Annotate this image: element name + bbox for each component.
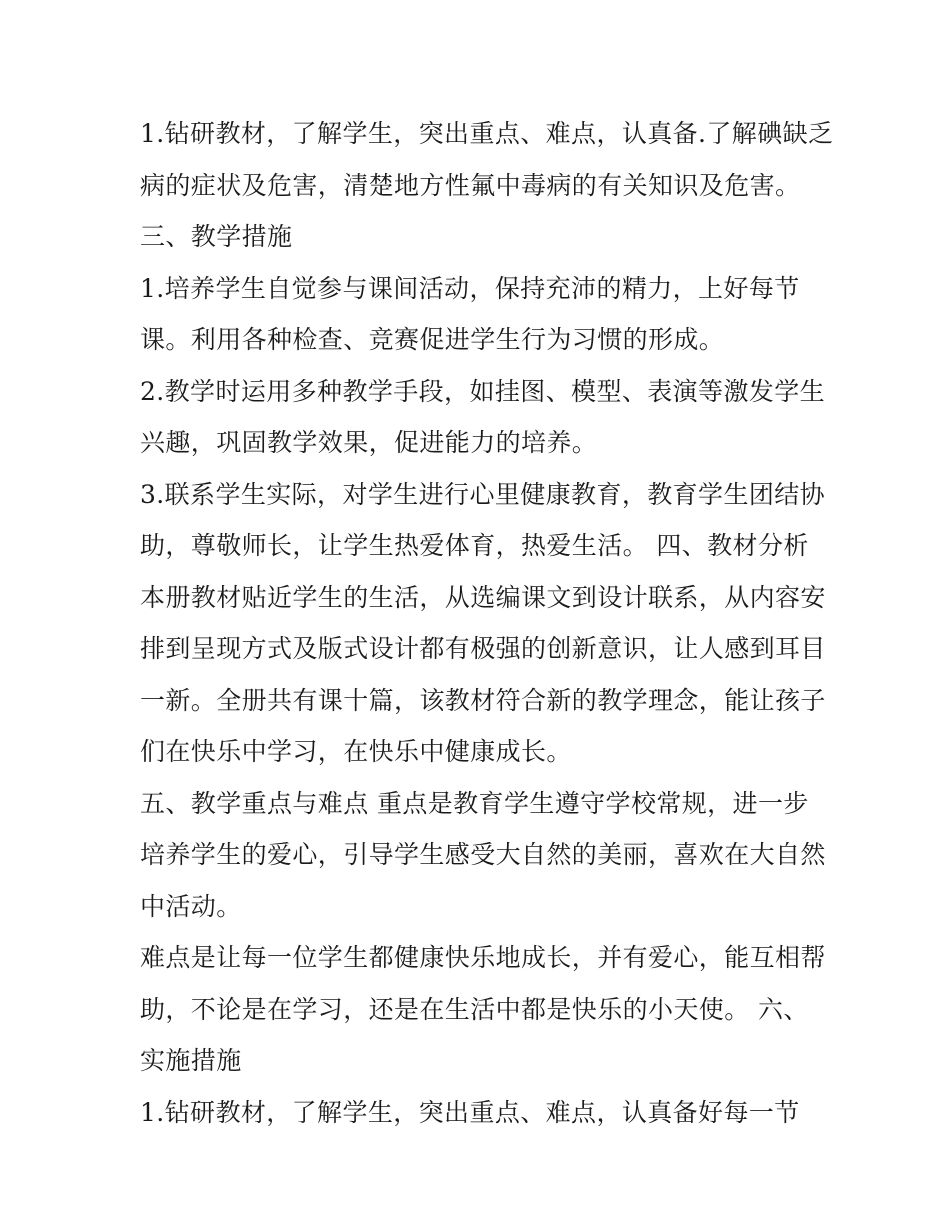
text-line: 1.钻研教材，了解学生，突出重点、难点，认真备.了解碘缺乏 — [140, 119, 834, 148]
text-line: 兴趣，巩固教学效果，促进能力的培养。 — [140, 428, 598, 457]
section-heading: 实施措施 — [140, 1046, 242, 1075]
text-line: 课。利用各种检查、竞赛促进学生行为习惯的形成。 — [140, 325, 725, 354]
text-line: 1.钻研教材，了解学生，突出重点、难点，认真备好每一节 — [140, 1097, 800, 1127]
text-line: 培养学生的爱心，引导学生感受大自然的美丽，喜欢在大自然 — [140, 840, 826, 869]
text-line: 本册教材贴近学生的生活，从选编课文到设计联系，从内容安 — [140, 582, 826, 612]
text-line: 们在快乐中学习，在快乐中健康成长。 — [140, 737, 572, 766]
text-line: 3.联系学生实际，对学生进行心里健康教育，教育学生团结协 — [140, 479, 826, 509]
text-line: 难点是让每一位学生都健康快乐地成长，并有爱心，能互相帮 — [140, 943, 826, 972]
text-line: 助，尊敬师长，让学生热爱体育，热爱生活。 四、教材分析 — [140, 531, 809, 560]
text-line: 一新。全册共有课十篇，该教材符合新的教学理念，能让孩子 — [140, 685, 826, 715]
text-line: 2.教学时运用多种教学手段，如挂图、模型、表演等激发学生 — [140, 376, 826, 406]
text-line: 中活动。 — [140, 891, 242, 921]
text-line: 1.培养学生自觉参与课间活动，保持充沛的精力，上好每节 — [140, 273, 800, 303]
text-line: 排到呈现方式及版式设计都有极强的创新意识，让人感到耳目 — [140, 634, 826, 663]
section-heading: 三、教学措施 — [140, 222, 293, 251]
document-body — [140, 108, 834, 1138]
text-line: 五、教学重点与难点 重点是教育学生遵守学校常规，进一步 — [140, 788, 809, 818]
text-line: 助，不论是在学习，还是在生活中都是快乐的小天使。 六、 — [140, 994, 809, 1024]
text-line: 病的症状及危害，清楚地方性氟中毒病的有关知识及危害。 — [140, 170, 801, 200]
